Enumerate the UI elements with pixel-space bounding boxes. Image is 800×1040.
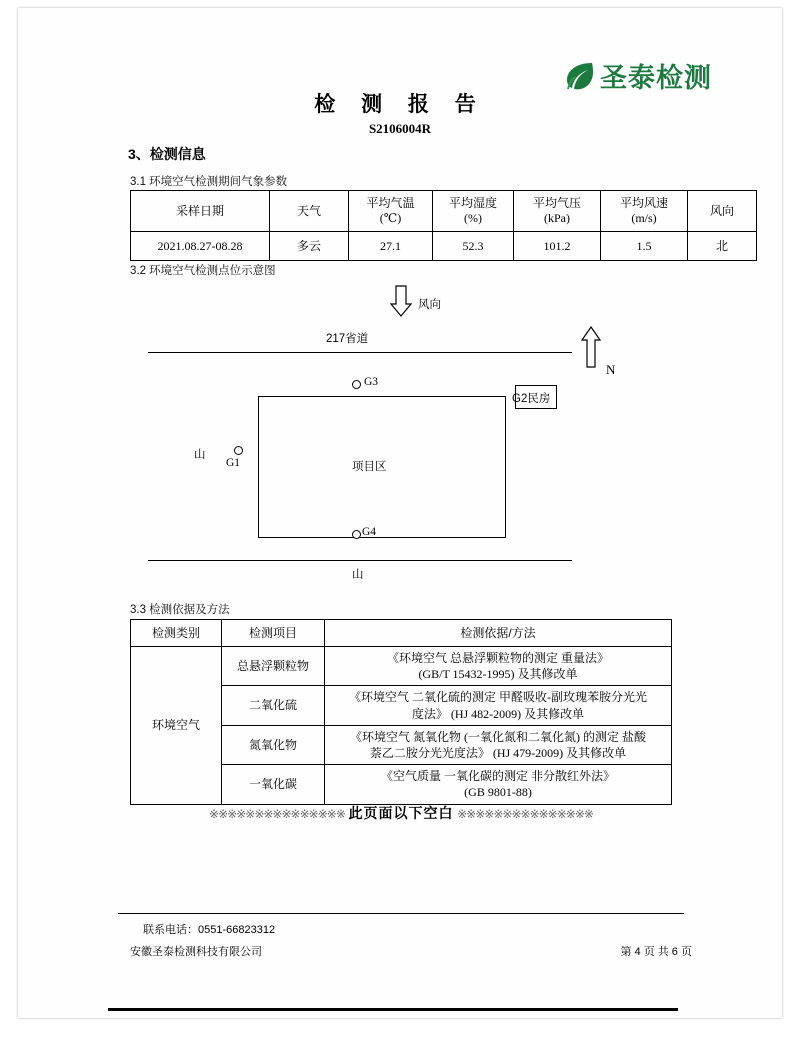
blank-notice-text: 此页面以下空白 — [348, 805, 454, 821]
footer-page-number: 第 4 页 共 6 页 — [620, 946, 692, 958]
leaf-icon — [562, 60, 596, 92]
subsection-3-1-label: 3.1 环境空气检测期间气象参数 — [130, 176, 288, 188]
weather-parameters-table — [130, 190, 757, 261]
decoration-right: ※※※※※※※※※※※※※※※ — [457, 807, 593, 821]
logo-text: 圣泰检测 — [600, 63, 712, 93]
td-category-air: 环境空气 — [131, 647, 222, 805]
road-label: 217省道 — [326, 333, 369, 345]
detection-methods-table — [130, 619, 672, 805]
point-marker-g3 — [352, 380, 361, 389]
td-basis-nox: 《环境空气 氮氧化物 (一氧化氮和二氧化氮) 的测定 盐酸 萘乙二胺分光光度法》 (HJ 479-2009) 及其修改单 — [325, 725, 672, 764]
page-title: 检 测 报 告 — [314, 93, 486, 116]
wind-direction-arrow-icon — [390, 284, 412, 318]
th-sampling-date: 采样日期 — [131, 191, 270, 232]
table-header-row — [131, 620, 672, 647]
road-line — [148, 352, 572, 353]
td-wind-direction: 北 — [688, 232, 757, 261]
point-label-g4: G4 — [362, 526, 377, 538]
th-avg-temp: 平均气温 (℃) — [349, 191, 433, 232]
mountain-left-label: 山 — [194, 449, 206, 461]
footer-contact: 联系电话：0551-66823312 — [143, 924, 276, 936]
decoration-left: ※※※※※※※※※※※※※※※ — [209, 807, 345, 821]
th-avg-windspeed: 平均风速 (m/s) — [601, 191, 688, 232]
footer-company: 安徽圣泰检测科技有限公司 — [130, 946, 262, 958]
north-arrow-icon — [580, 325, 602, 369]
subsection-3-2-label: 3.2 环境空气检测点位示意图 — [130, 265, 276, 277]
td-basis-co: 《空气质量 一氧化碳的测定 非分散红外法》 (GB 9801-88) — [325, 765, 672, 804]
td-item-co: 一氧化碳 — [222, 765, 325, 804]
footer-divider — [118, 913, 684, 914]
point-label-g3: G3 — [364, 376, 379, 388]
td-avg-humidity: 52.3 — [433, 232, 514, 261]
wind-direction-label: 风向 — [418, 299, 441, 311]
td-weather: 多云 — [270, 232, 349, 261]
mountain-bottom-label: 山 — [352, 569, 364, 581]
td-item-tsp: 总悬浮颗粒物 — [222, 647, 325, 686]
point-label-g2: G2民房 — [512, 393, 551, 405]
blank-page-notice — [130, 803, 672, 823]
document-paper — [18, 8, 782, 1018]
td-avg-pressure: 101.2 — [514, 232, 601, 261]
footer-bar — [108, 1008, 678, 1011]
td-item-nox: 氮氧化物 — [222, 725, 325, 764]
td-sampling-date: 2021.08.27-08.28 — [131, 232, 270, 261]
th-weather: 天气 — [270, 191, 349, 232]
point-marker-g1 — [234, 446, 243, 455]
td-avg-temp: 27.1 — [349, 232, 433, 261]
td-basis-so2: 《环境空气 二氧化硫的测定 甲醛吸收-副玫瑰苯胺分光光 度法》 (HJ 482-2009) 及其修改单 — [325, 686, 672, 725]
north-label: N — [606, 362, 616, 377]
section-heading: 3、检测信息 — [128, 146, 206, 162]
project-area-label: 项目区 — [352, 461, 387, 473]
subsection-3-3-label: 3.3 检测依据及方法 — [130, 604, 230, 616]
th-wind-direction: 风向 — [688, 191, 757, 232]
td-avg-windspeed: 1.5 — [601, 232, 688, 261]
point-label-g1: G1 — [226, 457, 241, 469]
table-row — [131, 647, 672, 686]
th-basis: 检测依据/方法 — [325, 620, 672, 647]
table-header-row — [131, 191, 757, 232]
point-marker-g4 — [352, 530, 361, 539]
report-number: S2106004R — [368, 121, 432, 136]
th-item: 检测项目 — [222, 620, 325, 647]
th-avg-humidity: 平均湿度 (%) — [433, 191, 514, 232]
monitoring-point-diagram — [130, 280, 690, 590]
bottom-boundary-line — [148, 560, 572, 561]
td-basis-tsp: 《环境空气 总悬浮颗粒物的测定 重量法》 (GB/T 15432-1995) 及其修改单 — [325, 647, 672, 686]
table-row — [131, 232, 757, 261]
th-category: 检测类别 — [131, 620, 222, 647]
th-avg-pressure: 平均气压 (kPa) — [514, 191, 601, 232]
td-item-so2: 二氧化硫 — [222, 686, 325, 725]
